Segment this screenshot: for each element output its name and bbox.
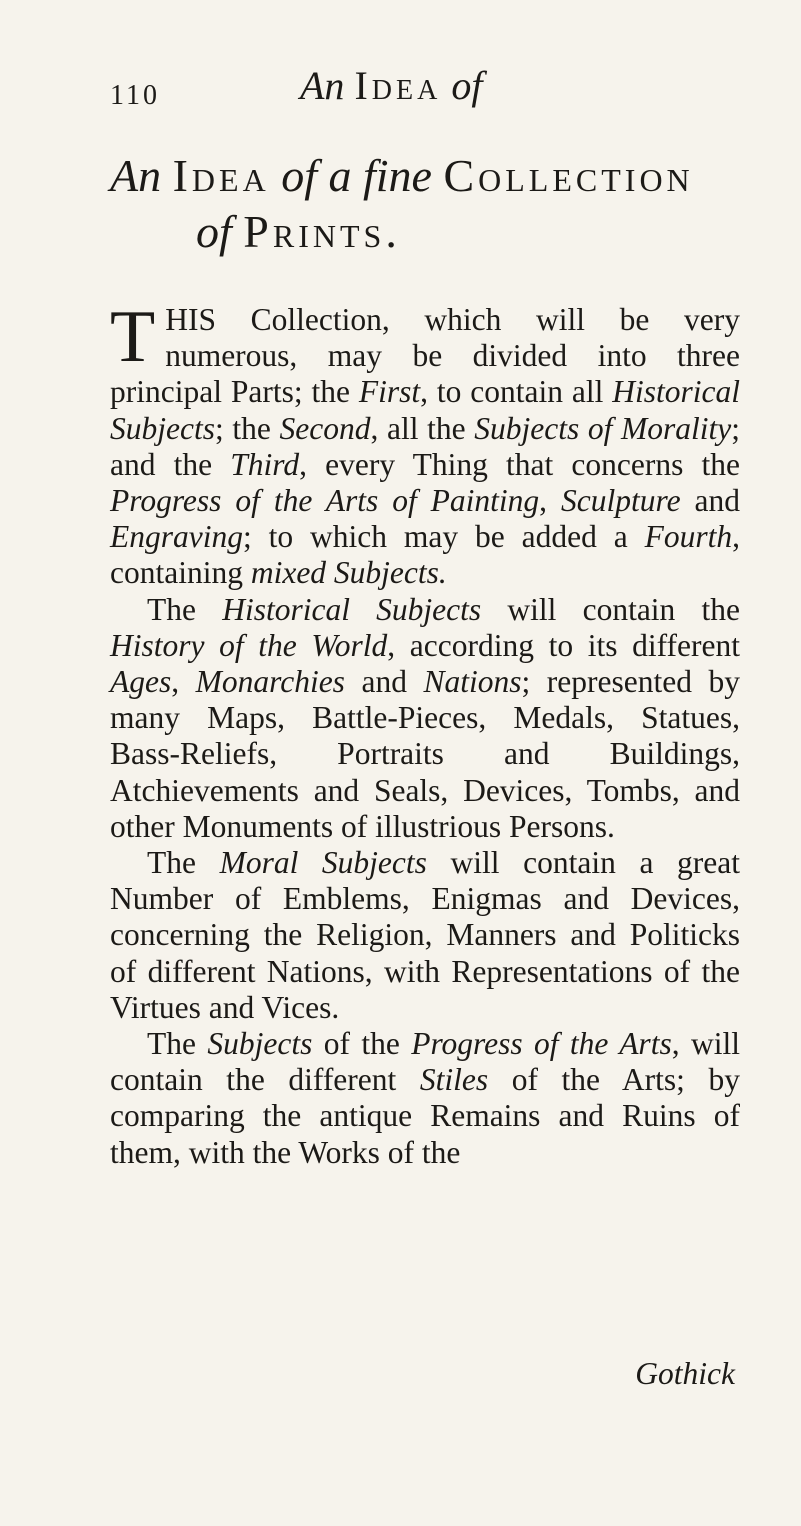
italic-run: Historical Subjects	[110, 374, 740, 446]
text-run: , to contain all	[420, 374, 613, 410]
italic-run: Engraving	[110, 519, 243, 555]
catchword: Gothick	[635, 1356, 735, 1391]
text-run: of the	[312, 1026, 412, 1062]
running-head	[110, 62, 730, 112]
chapter-heading-line-1: An Idea of a fine Collection	[110, 150, 694, 201]
text-run: , every Thing that concerns the	[299, 446, 740, 482]
drop-cap: T	[110, 296, 156, 378]
italic-run: History of the World	[110, 627, 388, 663]
text-run: and	[680, 483, 741, 519]
paragraph	[110, 1026, 740, 1171]
italic-run: Second	[279, 410, 371, 446]
italic-run: Subjects of Morality	[474, 410, 732, 446]
text-run: of the Arts; by comparing the antique Remains and Ruins of them, with the Works of the	[110, 1062, 740, 1170]
chapter-heading-line-2: of Prints.	[196, 206, 401, 257]
italic-run: Ages	[110, 664, 172, 700]
italic-run: Third	[230, 446, 300, 482]
text-run: and	[344, 664, 424, 700]
italic-run: Historical Subjects	[222, 591, 482, 627]
italic-run: Subjects	[207, 1026, 313, 1062]
italic-run: Progress of the Arts	[411, 1026, 672, 1062]
text-run: , all the	[370, 410, 475, 446]
italic-run: Fourth	[644, 519, 733, 555]
text-run: The	[147, 1026, 208, 1062]
italic-run: First	[358, 374, 421, 410]
running-title: An Idea of	[300, 63, 483, 108]
paragraph-content	[110, 845, 740, 1025]
paragraph	[110, 296, 741, 592]
paragraph	[110, 845, 740, 1026]
text-run: will contain the	[481, 591, 741, 627]
text-run: The	[147, 845, 220, 881]
text-run: , according to its different	[387, 627, 740, 663]
page-number: 110	[110, 80, 160, 111]
italic-run: Monarchies	[195, 664, 345, 700]
paragraph-content	[110, 1026, 740, 1170]
text-run: will contain a great Number of Emblems, Enigmas and Devices, concerning the Religion, Manners and Politicks of different Nations, with Representations of the Virtues and Vices.	[110, 845, 740, 1025]
text-run: , will contain the different	[110, 1026, 740, 1098]
text-run: ,	[539, 483, 561, 519]
italic-run: Progress of the Arts of Painting	[110, 483, 540, 519]
chapter-heading	[110, 148, 730, 260]
text-run: ; the	[214, 410, 280, 446]
paragraph-content	[110, 592, 740, 844]
italic-run: Sculpture	[561, 483, 681, 519]
text-run: HIS Collection, which will be very numerous, may be divided into three principal Parts; the	[110, 302, 740, 410]
text-run: ; represented by many Maps, Battle-Pieces, Medals, Statues, Bass-Reliefs, Portraits and Buildings, Atchievements and Seals, Devices, Tombs, and other Monuments of illustrious Persons.	[110, 664, 741, 844]
italic-run: Stiles	[419, 1062, 489, 1098]
italic-run: Nations	[423, 664, 522, 700]
italic-run: mixed Subjects.	[250, 555, 447, 591]
text-run: ; to which may be added a	[242, 519, 645, 555]
text-run: , containing	[110, 519, 740, 591]
text-run: ,	[171, 664, 196, 700]
body-text	[110, 296, 741, 1171]
text-run: The	[147, 591, 223, 627]
text-run: ; and the	[110, 410, 740, 482]
paragraph-content	[110, 296, 741, 591]
paragraph	[110, 592, 740, 845]
italic-run: Moral Subjects	[219, 845, 427, 881]
